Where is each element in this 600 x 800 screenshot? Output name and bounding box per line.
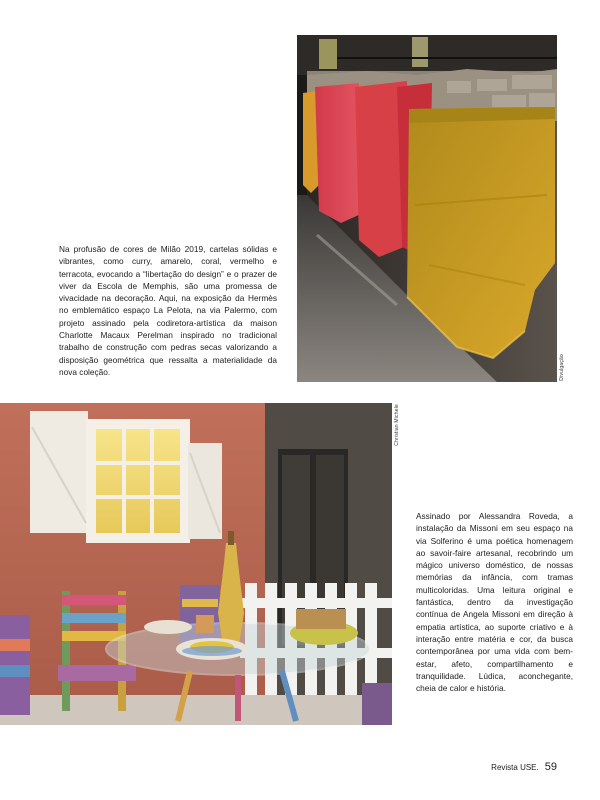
photo-credit-christian-michele: Christian Michele [394, 404, 400, 446]
page-footer [491, 761, 557, 773]
missoni-paragraph: Assinado por Alessandra Roveda, a instalação da Missoni em seu espaço na via Solferino é uma poética homenagem ao savoir-faire artesanal, recobrindo um mágico universo doméstico, de nossas memórias da infância, com tramas multicoloridas. Uma leitura original e fantástica, dentro da investigação contínua de Angela Missoni em direção à empatia artística, ao suporte criativo e à interação entre matéria e cor, da busca contemporânea por uma vida com bem-estar, afeto, compartilhamento e tranquilidade. Lúdica, aconchegante, cheia de calor e história. [416, 511, 573, 694]
magazine-name: Revista USE. [491, 763, 539, 772]
photo-credit-divulgacao: Divulgação [559, 354, 565, 381]
hermes-blankets-photo [297, 35, 557, 382]
page-number: 59 [544, 761, 557, 773]
hermes-paragraph: Na profusão de cores de Milão 2019, cartelas sólidas e vibrantes, como curry, amarelo, coral, vermelho e terracota, evocando a “libertação do design” e o prazer de viver da Escola de Memphis, são uma promessa de vivacidade na decoração. Aqui, na exposição da Hermès no emblemático espaço La Pelota, na via Palermo, com projeto assinado pela codiretora-artística da maison Charlotte Macaux Perelman inspirado no tradicional trabalho de construção com pedras secas valorizando a disposição geométrica que ressalta a materialidade da nova coleção. [59, 244, 277, 377]
missoni-installation-photo [0, 403, 392, 725]
